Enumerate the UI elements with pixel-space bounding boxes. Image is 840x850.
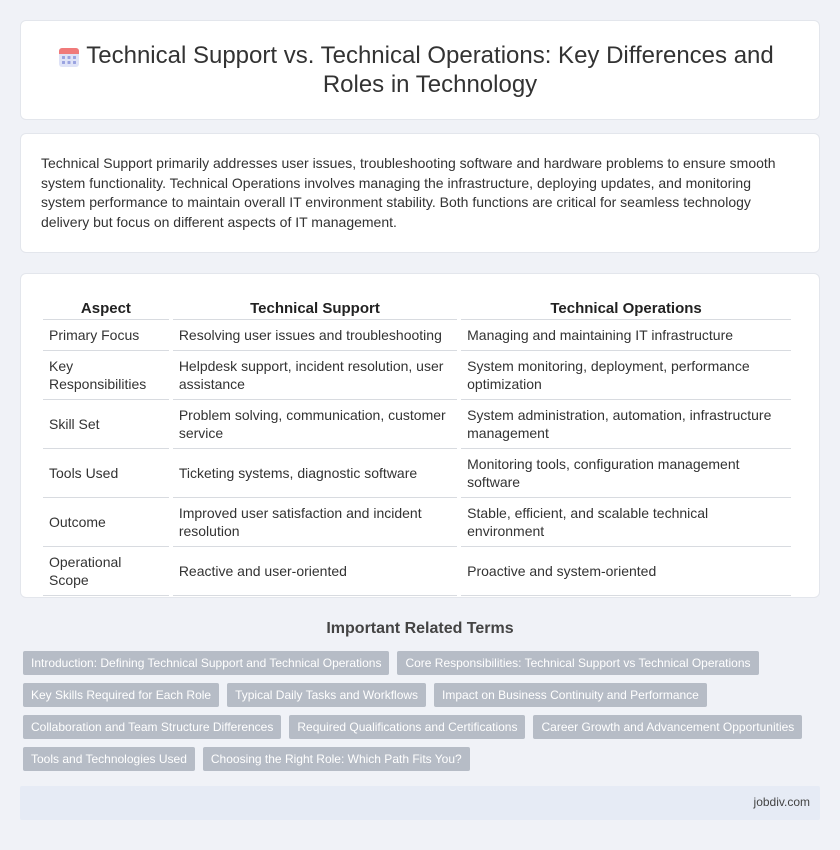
aspect-cell: Outcome	[43, 498, 169, 547]
related-terms-list	[23, 651, 823, 779]
table-row	[43, 547, 791, 596]
table-row	[43, 320, 791, 351]
related-term-tag[interactable]: Typical Daily Tasks and Workflows	[227, 683, 426, 707]
related-term-tag[interactable]: Choosing the Right Role: Which Path Fits You?	[203, 747, 470, 771]
related-term-tag[interactable]: Core Responsibilities: Technical Support vs Technical Operations	[397, 651, 758, 675]
operations-cell: Stable, efficient, and scalable technical environment	[461, 498, 791, 547]
related-term-tag[interactable]: Introduction: Defining Technical Support and Technical Operations	[23, 651, 389, 675]
table-header-row	[43, 296, 791, 320]
aspect-cell: Operational Scope	[43, 547, 169, 596]
support-cell: Helpdesk support, incident resolution, user assistance	[173, 351, 457, 400]
support-cell: Problem solving, communication, customer service	[173, 400, 457, 449]
footer-bar	[20, 786, 820, 820]
support-cell: Improved user satisfaction and incident resolution	[173, 498, 457, 547]
related-term-tag[interactable]: Required Qualifications and Certifications	[289, 715, 525, 739]
operations-cell: Managing and maintaining IT infrastructure	[461, 320, 791, 351]
intro-paragraph: Technical Support primarily addresses user issues, troubleshooting software and hardware problems to ensure smooth system functionality. Technical Operations involves managing the infrastructure, deploying updates, and monitoring system performance to maintain overall IT environment stability. Both functions are critical for seamless technology delivery but focus on different aspects of IT management.	[41, 155, 776, 230]
comparison-table-card	[20, 273, 820, 598]
aspect-cell: Key Responsibilities	[43, 351, 169, 400]
support-cell: Reactive and user-oriented	[173, 547, 457, 596]
related-term-tag[interactable]: Collaboration and Team Structure Differences	[23, 715, 281, 739]
table-row	[43, 351, 791, 400]
header-card	[20, 20, 820, 120]
aspect-cell: Primary Focus	[43, 320, 169, 351]
table-row	[43, 498, 791, 547]
site-name[interactable]: jobdiv.com	[753, 795, 810, 809]
table-row	[43, 449, 791, 498]
operations-cell: Proactive and system-oriented	[461, 547, 791, 596]
header-technical-support: Technical Support	[173, 296, 457, 320]
related-term-tag[interactable]: Career Growth and Advancement Opportunities	[533, 715, 802, 739]
aspect-cell: Tools Used	[43, 449, 169, 498]
operations-cell: System monitoring, deployment, performance optimization	[461, 351, 791, 400]
operations-cell: System administration, automation, infrastructure management	[461, 400, 791, 449]
header-technical-operations: Technical Operations	[461, 296, 791, 320]
aspect-cell: Skill Set	[43, 400, 169, 449]
header-aspect: Aspect	[43, 296, 169, 320]
related-term-tag[interactable]: Key Skills Required for Each Role	[23, 683, 219, 707]
related-term-tag[interactable]: Impact on Business Continuity and Performance	[434, 683, 707, 707]
page-title: Technical Support vs. Technical Operations: Key Differences and Roles in Technology	[86, 42, 774, 98]
operations-cell: Monitoring tools, configuration management software	[461, 449, 791, 498]
support-cell: Ticketing systems, diagnostic software	[173, 449, 457, 498]
table-row	[43, 400, 791, 449]
related-terms-heading: Important Related Terms	[326, 620, 514, 637]
intro-card	[20, 133, 820, 253]
support-cell: Resolving user issues and troubleshooting	[173, 320, 457, 351]
comparison-table	[39, 296, 795, 596]
related-term-tag[interactable]: Tools and Technologies Used	[23, 747, 195, 771]
